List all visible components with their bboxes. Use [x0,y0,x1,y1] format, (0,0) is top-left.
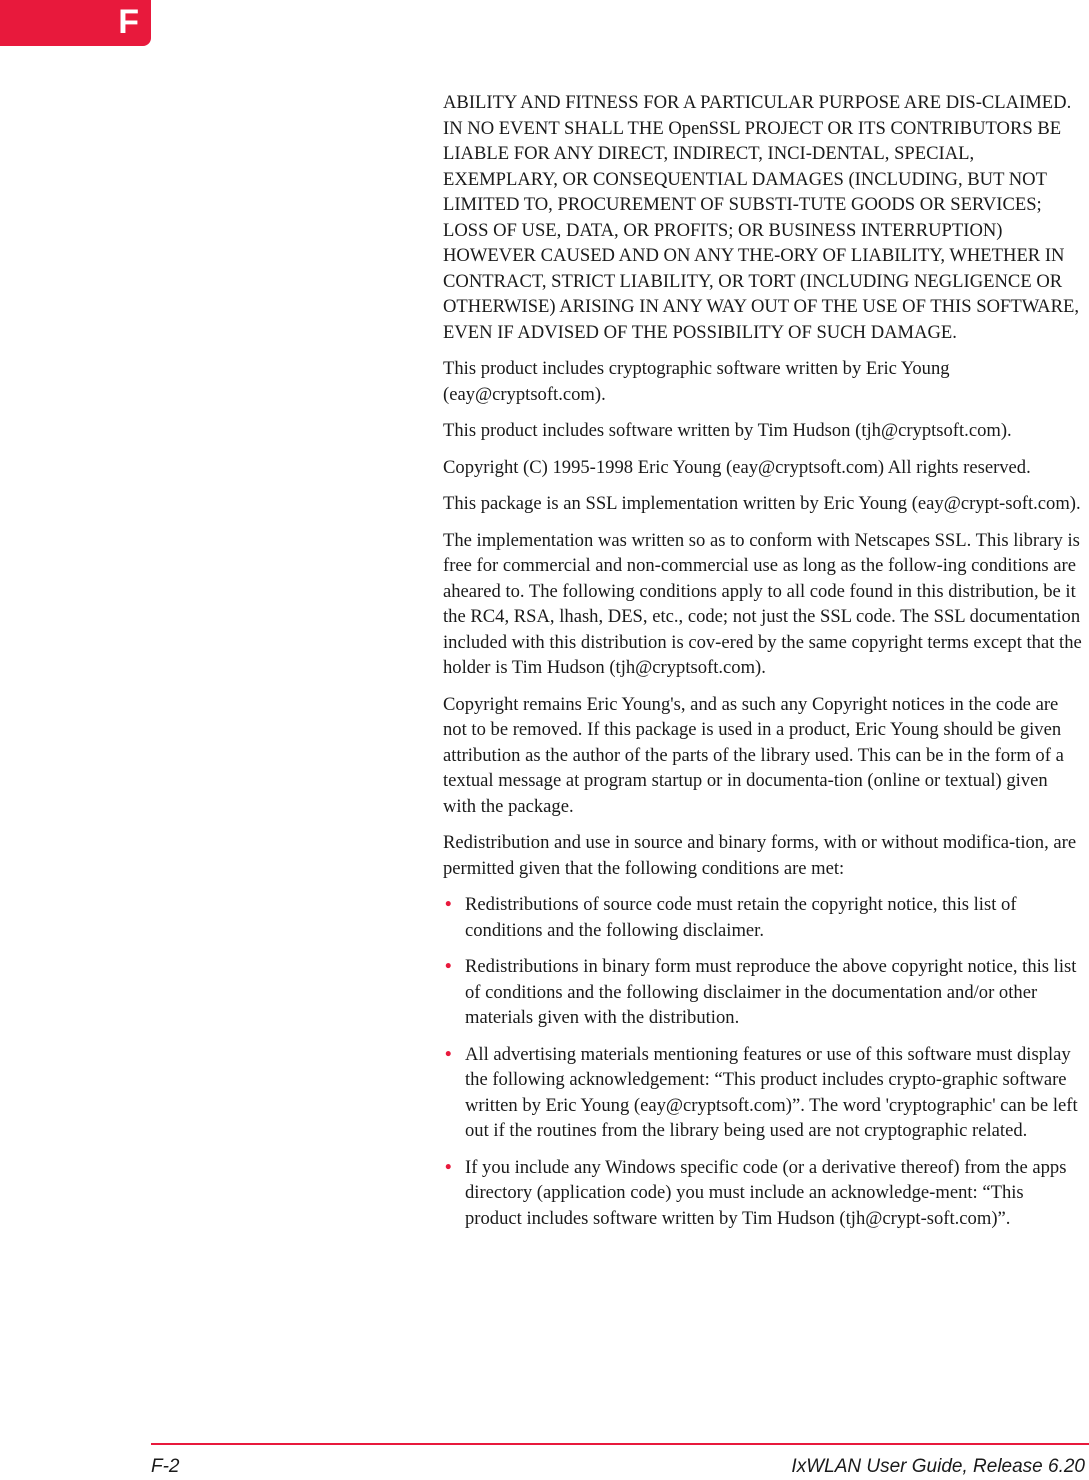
body-paragraph: The implementation was written so as to conform with Netscapes SSL. This library is free for commercial and non-commercial use as long as the follow-ing conditions are aheared to. The following conditions apply to all code found in this distribution, be it the RC4, RSA, lhash, DES, etc., code; not just the SSL code. The SSL documentation included with this distribution is cov-ered by the same copyright terms except that the holder is Tim Hudson (tjh@cryptsoft.com). [443,529,1082,678]
body-paragraph: This package is an SSL implementation written by Eric Young (eay@crypt-soft.com). [443,493,1081,514]
page-number: F-2 [151,1456,180,1477]
list-item [443,892,1085,943]
list-item-text: All advertising materials mentioning features or use of this software must display the following acknowledgement: “This product includes crypto-graphic software written by Eric Young (eay@cryptsoft.com)”. The word 'cryptographic' can be left out if the routines from the library being used are not cryptographic related. [465,1043,1078,1141]
disclaimer-paragraph: ABILITY AND FITNESS FOR A PARTICULAR PURPOSE ARE DIS-CLAIMED. IN NO EVENT SHALL THE OpenSSL PROJECT OR ITS CONTRIBUTORS BE LIABLE FOR ANY DIRECT, INDIRECT, INCI-DENTAL, SPECIAL, EXEMPLARY, OR CONSEQUENTIAL DAMAGES (INCLUDING, BUT NOT LIMITED TO, PROCUREMENT OF SUBSTI-TUTE GOODS OR SERVICES; LOSS OF USE, DATA, OR PROFITS; OR BUSINESS INTERRUPTION) HOWEVER CAUSED AND ON ANY THE-ORY OF LIABILITY, WHETHER IN CONTRACT, STRICT LIABILITY, OR TORT (INCLUDING NEGLIGENCE OR OTHERWISE) ARISING IN ANY WAY OUT OF THE USE OF THIS SOFTWARE, EVEN IF ADVISED OF THE POSSIBILITY OF SUCH DAMAGE. [443,92,1080,343]
body-paragraph: This product includes software written by Tim Hudson (tjh@cryptsoft.com). [443,420,1012,441]
conditions-list [443,892,1085,1231]
list-item-text: Redistributions in binary form must reproduce the above copyright notice, this list of conditions and the following disclaimer in the documentation and/or other materials given with the distribution. [465,956,1077,1028]
body-paragraph: Redistribution and use in source and binary forms, with or without modifica-tion, are permitted given that the following conditions are met: [443,832,1077,879]
body-paragraph: This product includes cryptographic software written by Eric Young (eay@cryptsoft.com). [443,358,950,405]
footer-divider [151,1443,1089,1445]
bullet-icon: • [445,1156,452,1178]
body-paragraph: Copyright remains Eric Young's, and as such any Copyright notices in the code are not to be removed. If this package is used in a product, Eric Young should be given attribution as the author of the parts of the library used. This can be in the form of a textual message at program startup or in documenta-tion (online or textual) given with the package. [443,693,1064,817]
list-item [443,1155,1085,1232]
body-paragraph: Copyright (C) 1995-1998 Eric Young (eay@cryptsoft.com) All rights reserved. [443,456,1031,478]
list-item [443,954,1085,1031]
list-item-text: Redistributions of source code must retain the copyright notice, this list of conditions and the following disclaimer. [465,894,1017,941]
list-item [443,1042,1085,1144]
list-item-text: If you include any Windows specific code (or a derivative thereof) from the apps directory (application code) you must include an acknowledge-ment: “This product includes software written by Tim Hudson (tjh@crypt-soft.com)”. [465,1156,1067,1229]
bullet-icon: • [445,956,452,977]
bullet-icon: • [445,1043,452,1065]
chapter-letter: F [118,3,139,41]
page-body [443,90,1085,1242]
chapter-tab [0,0,151,46]
bullet-icon: • [445,894,452,915]
document-title: IxWLAN User Guide, Release 6.20 [791,1456,1085,1477]
